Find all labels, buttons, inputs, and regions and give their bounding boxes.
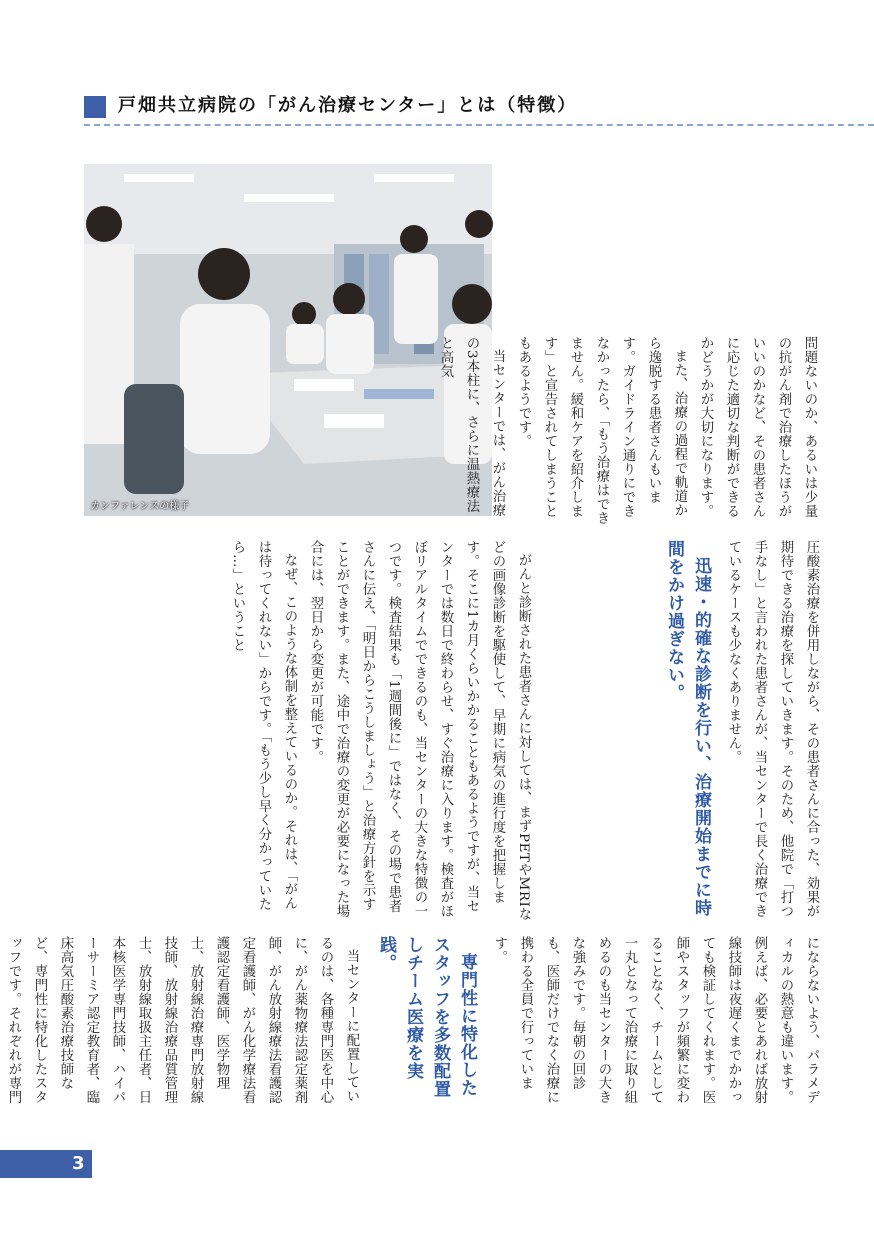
paragraph: 圧酸素治療を併用しながら、その患者さんに合った、効果が期待できる治療を探していきます。そのため、他院で「打つ手なし」と言われた患者さんが、当センターで長く治療できているケースも少なくありません。 bbox=[726, 540, 819, 918]
paragraph: 当センターに配置しているのは、各種専門医を中心に、がん薬物療法認定薬剤師、がん放射線療法看護認定看護師、がん化学療法看護認定看護師、医学物理士、放射線治療専門放射線技師、放射線治療品質管理士、放射線取扱主任者、日本核医学専門技師、ハイパーサーミア認定教育者、臨床高気圧酸素治療技師など、専門性に特化したスタッフです。それぞれが専門 bbox=[6, 936, 359, 1104]
header-divider bbox=[84, 124, 874, 126]
text-column-a bbox=[438, 336, 822, 526]
text-column-d bbox=[6, 936, 824, 1114]
conference-photo bbox=[84, 164, 492, 516]
photo-caption: カンファレンスの様子 bbox=[90, 501, 190, 512]
paragraph: 問題ないのか、あるいは少量の抗がん剤で治療したほうがいいのかなど、その患者さんに応じた適切な判断ができるかどうかが大切になります。 bbox=[698, 336, 817, 518]
section-heading-team: 専門性に特化したスタッフを多数配置しチーム医療を実践。 bbox=[376, 936, 477, 1098]
section-heading-diagnosis: 迅速・的確な診断を行い、治療開始までに時間をかけ過ぎない。 bbox=[664, 540, 711, 917]
paragraph: がんと診断された患者さんに対しては、まずPETやMRIなどの画像診断を駆使して、早期に病気の進行度を把握します。そこに1カ月くらいかかることもあるようですが、当センターでは数日で終わらせ、すぐ治療に入ります。検査がほぼリアルタイムでできるのも、当センターの大きな特徴の一つです。検査結果も「1週間後に」ではなく、その場で患者さんに伝え、「明日からこうしましょう」と治療方針を示すことができます。また、途中で治療の変更が必要になった場合には、翌日から変更が可能です。 bbox=[308, 540, 531, 922]
page-title: 戸畑共立病院の「がん治療センター」とは（特徴） bbox=[118, 95, 578, 116]
paragraph: また、治療の過程で軌道から逸脱する患者さんもいます。ガイドライン通りにできなかったら、「もう治療はできません。緩和ケアを紹介します」と宣告されてしまうこともあるようです。 bbox=[516, 336, 687, 526]
text-column-b bbox=[568, 540, 824, 924]
conference-photo-illustration bbox=[84, 164, 492, 516]
header-square-icon bbox=[84, 96, 106, 118]
paragraph: 当センターでは、がん治療の3本柱に、さらに温熱療法と高気 bbox=[438, 336, 505, 518]
page-number: 3 bbox=[72, 1153, 85, 1174]
section-header bbox=[84, 92, 874, 122]
paragraph: なぜ、このような体制を整えているのか。それは、「がんは待ってくれない」からです。「もう少し早く分かっていたら…」ということ bbox=[230, 540, 297, 912]
text-column-c bbox=[84, 540, 536, 924]
paragraph: にならないよう、パラメディカルの熱意も違います。例えば、必要とあれば放射線技師は夜遅くまでかかっても検証してくれます。医師やスタッフが頻繁に変わることなく、チームとして一丸となって治療に取り組めるのも当センターの大きな強みです。毎朝の回診も、医師だけでなく治療に携わる全員で行っています。 bbox=[492, 936, 819, 1104]
